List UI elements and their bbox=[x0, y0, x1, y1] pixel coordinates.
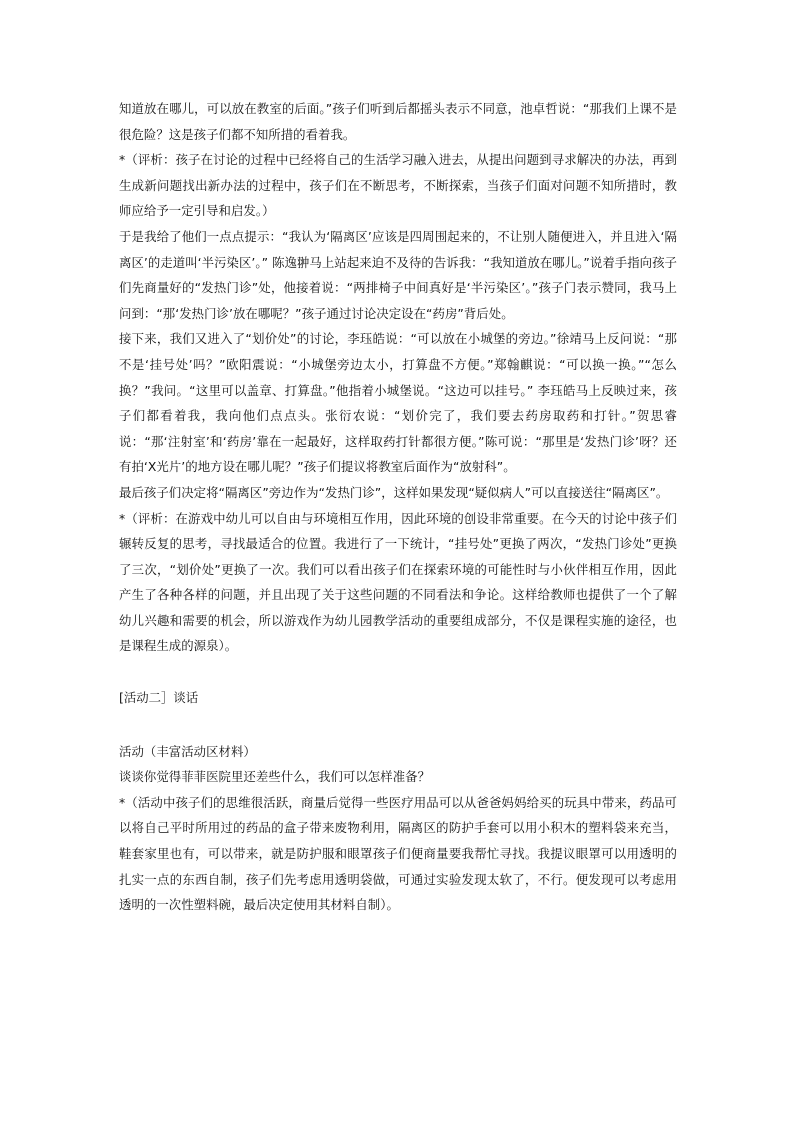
spacer bbox=[119, 711, 677, 739]
paragraph-4: 最后孩子们决定将“隔离区”旁边作为“发热门诊”，这样如果发现“疑似病人”可以直接送往“隔离区”。 bbox=[119, 484, 669, 500]
document-body bbox=[119, 96, 677, 918]
paragraph-1: 知道放在哪儿，可以放在教室的后面。”孩子们听到后都摇头表示不同意，池卓哲说：“那我们上课不是很危险？这是孩子们都不知所措的看着我。 bbox=[119, 101, 677, 142]
section-heading: [活动二］谈话 bbox=[119, 690, 199, 706]
paragraph-3: 接下来，我们又进入了“划价处”的讨论，李珏皓说：“可以放在小城堡的旁边。”徐靖马上反问说：“那不是‘挂号处’吗？”欧阳震说：“小城堡旁边太小，打算盘不方便。”郑翰麒说：“可以换一换。”“怎么换？”我问。“这里可以盖章、打算盘。”他指着小城堡说。“这边可以挂号。” 李珏皓马上反映过来，孩子们都看着我，我向他们点点头。张衍农说：“划价完了，我们要去药房取药和打针。”贺思睿说：“那‘注射室’和‘药房’靠在一起最好，这样取药打针都很方便。”陈可说：“那里是‘发热门诊’呀？还有拍‘X光片’的地方设在哪儿呢？”孩子们提议将教室后面作为“放射科”。 bbox=[119, 331, 677, 475]
commentary-paragraph-3: *（活动中孩子们的思维很活跃，商量后觉得一些医疗用品可以从爸爸妈妈给买的玩具中带来，药品可以将自己平时所用过的药品的盒子带来废物利用，隔离区的防护手套可以用小积木的塑料袋来充当，鞋套家里也有，可以带来，就是防护服和眼罩孩子们便商量要我帮忙寻找。我提议眼罩可以用透明的扎实一点的东西自制，孩子们先考虑用透明袋做，可通过实验发现太软了，不行。便发现可以考虑用透明的一次性塑料碗，最后决定使用其材料自制）。 bbox=[119, 794, 677, 913]
commentary-paragraph-2: *（评析：在游戏中幼儿可以自由与环境相互作用，因此环境的创设非常重要。在今天的讨论中孩子们辗转反复的思考，寻找最适合的位置。我进行了一下统计，“挂号处”更换了两次，“发热门诊处”更换了三次，“划价处”更换了一次。我们可以看出孩子们在探索环境的可能性时与小伙伴相互作用，因此产生了各种各样的问题，并且出现了关于这些问题的不同看法和争论。这样给教师也提供了一个了解幼儿兴趣和需要的机会，所以游戏作为幼儿园教学活动的重要组成部分，不仅是课程实施的途径，也是课程生成的源泉）。 bbox=[119, 510, 677, 654]
commentary-paragraph-1: *（评析：孩子在讨论的过程中已经将自己的生活学习融入进去，从提出问题到寻求解决的办法，再到生成新问题找出新办法的过程中，孩子们在不断思考，不断探索，当孩子们面对问题不知所措时，教师应给予一定引导和启发。） bbox=[119, 152, 677, 219]
paragraph-2: 于是我给了他们一点点提示：“我认为‘隔离区’应该是四周围起来的，不让别人随便进入，并且进入‘隔离区’的走道叫‘半污染区’。” 陈逸翀马上站起来迫不及待的告诉我：“我知道放在哪儿。”说着手指向孩子们先商量好的“发热门诊”处，他接着说：“两排椅子中间真好是‘半污染区’。”孩子门表示赞同，我马上问到：“那‘发热门诊’放在哪呢？”孩子通过讨论决定设在“药房”背后处。 bbox=[119, 228, 677, 321]
spacer bbox=[119, 659, 677, 685]
activity-title: 活动（丰富活动区材料） bbox=[119, 743, 256, 759]
paragraph-5: 谈谈你觉得菲菲医院里还差些什么，我们可以怎样准备？ bbox=[119, 769, 431, 785]
